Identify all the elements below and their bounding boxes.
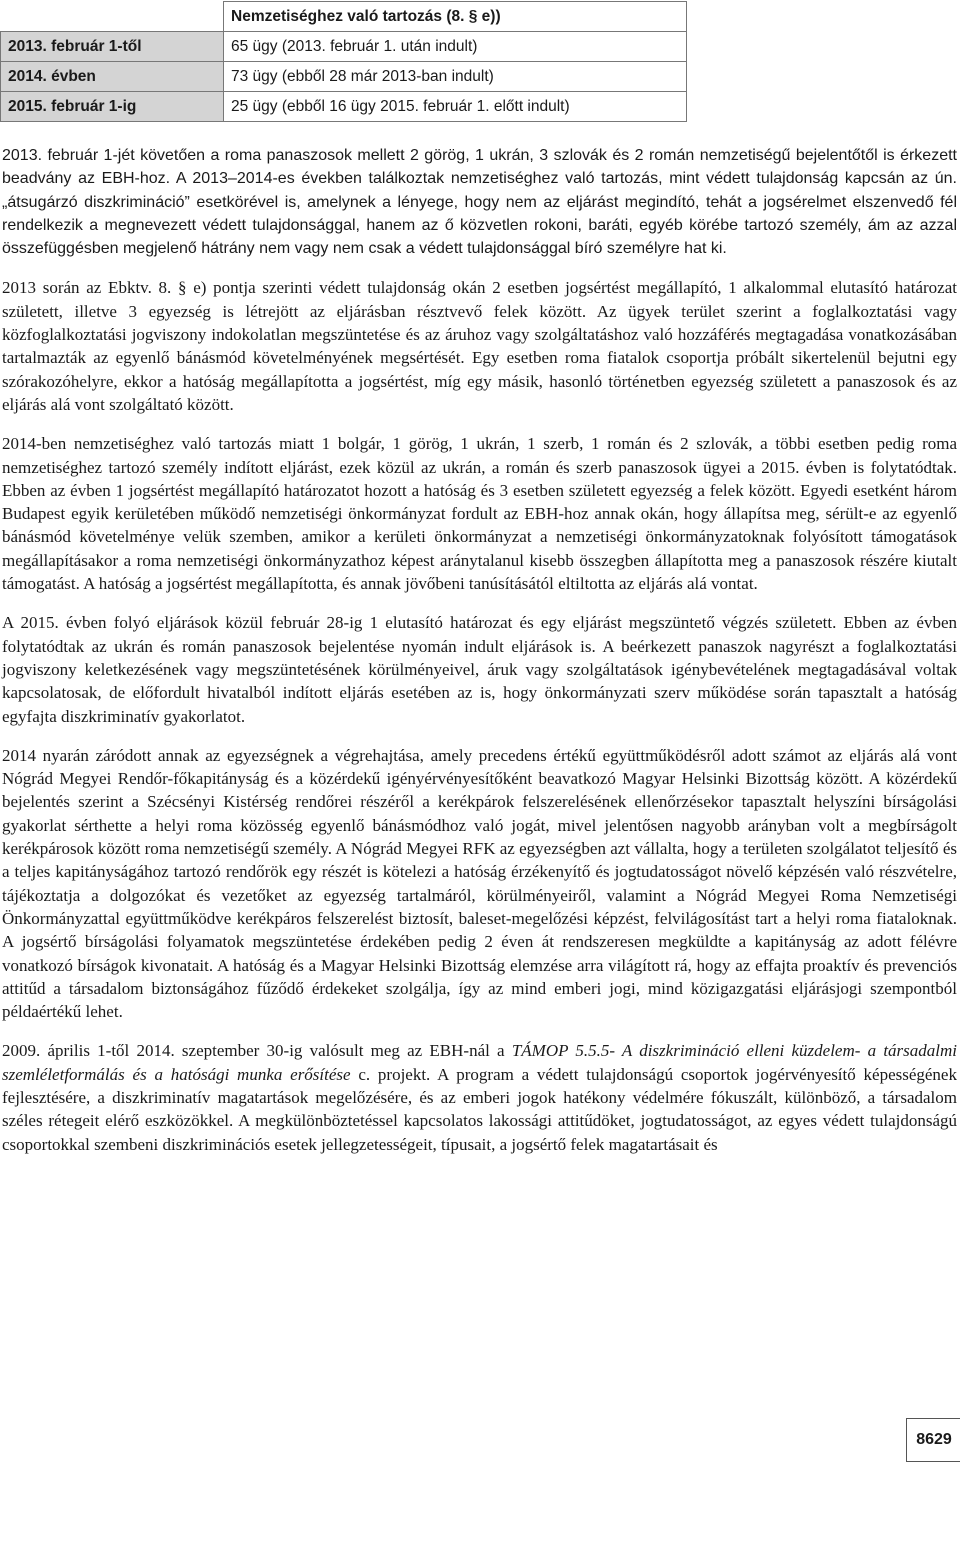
table-period-cell: 2015. február 1-ig — [1, 92, 224, 122]
paragraph-text: 2009. április 1-től 2014. szeptember 30-ig valósult meg az EBH-nál a — [2, 1041, 512, 1061]
statistics-table — [0, 1, 687, 122]
table-row — [1, 62, 687, 92]
paragraph: 2013. február 1-jét követően a roma panaszosok mellett 2 görög, 1 ukrán, 3 szlovák és 2 román nemzetiségű bejelentőtől is érkezett beadvány az EBH-hoz. A 2013–2014-es években találkoztak nemzetiséghez való tartozás, mint védett tulajdonság kapcsán az ún. „átsugárzó diszkrimináció” esetkörével is, amelynek a lényege, hogy nem az eljárást megindító, tehát a jogsérelmet elszenvedő fél rendelkezik a megnevezett védett tulajdonsággal, hanem az ő közvetlen rokoni, baráti, egyéb körébe tartozó személy, ám az azzal összefüggésben megjelenő hátrány nem vagy nem csak a védett tulajdonsággal bíró személyre hat ki. — [2, 147, 957, 258]
table-value-cell: 65 ügy (2013. február 1. után indult) — [224, 32, 687, 62]
table-value-cell: 25 ügy (ebből 16 ügy 2015. február 1. előtt indult) — [224, 92, 687, 122]
document-body — [2, 144, 957, 1172]
paragraph: 2014 nyarán záródott annak az egyezségnek a végrehajtása, amely precedens értékű együttműködésről adott számot az eljárás alá vont Nógrád Megyei Rendőr-főkapitányság és a közérdekű igényérvényesítőként beavatkozó Magyar Helsinki Bizottság között. A közérdekű bejelentés szerint a Szécsényi Kistérség rendőrei részéről a kerékpárok felszerelésének ellenőrzésekor tapasztalt helyszíni bírságolási gyakorlat sérthette a helyi roma közösség egyenlő bánásmódhoz való jogát, mivel jelentősen nagyobb arányban volt a megbírságolt kerékpárosok között roma nemzetiségű személy. A Nógrád Megyei RFK az egyezségben azt vállalta, hogy a területen szolgálatot teljesítő és a teljes kapitányságához tartozó rendőrök egy részét is kötelezi a hatóság érzékenyítő és jogtudatosságot növelő képzésén való részvételre, tájékoztatja a dolgozókat és vezetőket az egyezség tartalmáról, körülményeiről, valamint a Nógrád Megyei Roma Nemzetiségi Önkormányzattal együttműködve kerékpáros felszerelést biztosít, baleset-megelőzési képzést, felvilágosítást tart a helyi roma fiataloknak. A jogsértő bírságolási folyamatok megszüntetése érdekében pedig 2 éven át rendszeresen megküldte a kapitányság az adott félévre vonatkozó bírságok kivonatait. A hatóság és a Magyar Helsinki Bizottság elemzése arra világított rá, hogy az effajta proaktív és prevenciós attitűd a társadalom biztonságához fűződő érdekeket szolgálja, így az mind emberi jogi, mind közigazgatási eljárásjogi szempontból példaértékű lehet. — [2, 745, 957, 1022]
table-period-cell: 2013. február 1-től — [1, 32, 224, 62]
table-header-empty-cell — [1, 2, 224, 32]
table-period-cell: 2014. évben — [1, 62, 224, 92]
table-header-row — [1, 2, 687, 32]
table-value-cell: 73 ügy (ebből 28 már 2013-ban indult) — [224, 62, 687, 92]
paragraph: 2013 során az Ebktv. 8. § e) pontja szerinti védett tulajdonság okán 2 esetben jogsértést megállapító, 1 alkalommal elutasító határozat született, illetve 3 egyezség is létrejött az eljárásban résztvevő felek között. Az ügyek terület szerint a foglalkoztatási vagy közfoglalkoztatási jogviszony indokolatlan megszüntetése és az áruhoz vagy szolgáltatáshoz való hozzáférés megtagadása vonatkozásában tartalmazták az egyenlő bánásmód követelményének megsértését. Egy esetben roma fiatalok csoportja próbált sikertelenül bejutni egy szórakozóhelyre, ekkor a hatóság megállapította a jogsértést, míg egy másik, hasonló történetben egyezség született a panaszosok és az eljárás alá vont szolgáltató között. — [2, 278, 957, 414]
table-row — [1, 92, 687, 122]
paragraph-text: c. projekt. A program a védett tulajdonságú csoportok jogérvényesítő képességének fejlesztésére, a diszkriminatív magatartások megelőzésére, és az emberi jogok hatékony védelmére fókuszált, különböző, a társadalom széles rétegeit elérő eszközökkel. A megkülönböztetéssel kapcsolatos lakossági attitűdöket, jogtudatosságot, az egyes védett tulajdonságú csoportokkal szembeni diszkriminációs esetek jellegzetességeit, típusait, a jogsértő felek magatartásait és — [2, 1064, 957, 1154]
paragraph: 2014-ben nemzetiséghez való tartozás miatt 1 bolgár, 1 görög, 1 ukrán, 1 szerb, 1 román és 2 szlovák, a többi esetben pedig roma nemzetiséghez tartozó személy indított eljárást, ezek közül az ukrán, a román és szerb panaszosok ügyei a 2015. évben is folytatódtak. Ebben az évben 1 jogsértést megállapító határozatot hozott a hatóság és 3 esetben született egyezség a felek között. Egyedi esetként három Budapest egyik kerületében működő nemzetiségi önkormányzat fordult az EBH-hoz annak okán, hogy állapítsa meg, sérült-e az egyenlő bánásmód követelménye velük szemben, amikor a kerületi önkormányzat a nemzetiségi önkormányzatoknak folyósított támogatások megállapításakor a roma nemzetiségi önkormányzathoz képest aránytalanul kisebb összegben állapította meg a panaszosok részére kiutalt támogatást. A hatóság a jogsértést megállapította, és annak jövőbeni tanúsításától eltiltotta az eljárás alá vontat. — [2, 434, 957, 594]
page-number: 8629 — [906, 1418, 960, 1462]
paragraph: A 2015. évben folyó eljárások közül február 28-ig 1 elutasító határozat és egy eljárást megszüntető végzés született. Ebben az évben folytatódtak az ukrán és román panaszosok bejelentése nyomán indult eljárások is. A beérkezett panaszok nagyrészt a foglalkoztatási jogviszony keletkezésének vagy megszüntetésének körülményeivel, áruk vagy szolgáltatások igénybevételének megtagadásával voltak kapcsolatosak, de előfordult hivatalból indított eljárás esetében az is, hogy önkormányzati szerv működése során tapasztalt a hatóság egyfajta diszkriminatív gyakorlatot. — [2, 613, 957, 726]
table-row — [1, 32, 687, 62]
project-title: TÁMOP 5.5.5- A diszkrimináció elleni küzdelem- a társadalmi szemléletformálás és a hatósági munka erősítése — [2, 1041, 957, 1084]
table-header-cell: Nemzetiséghez való tartozás (8. § e)) — [224, 2, 687, 32]
paragraph — [2, 1039, 957, 1155]
